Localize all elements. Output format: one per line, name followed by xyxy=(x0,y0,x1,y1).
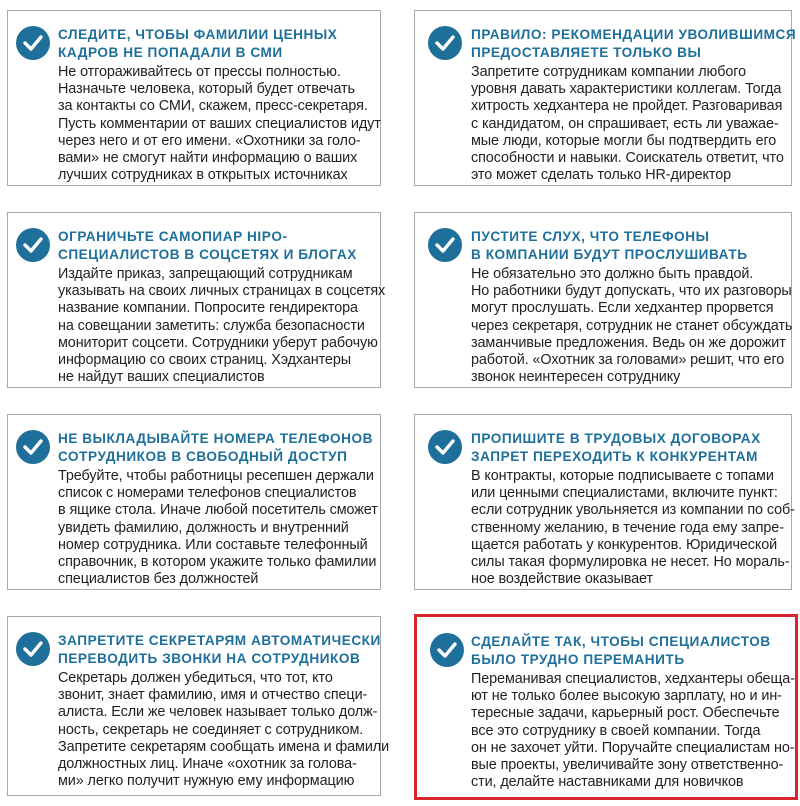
tip-title: СЛЕДИТЕ, ЧТОБЫ ФАМИЛИИ ЦЕННЫХ КАДРОВ НЕ ПОПАДАЛИ В СМИ xyxy=(58,27,338,60)
tip-card-phones xyxy=(414,212,792,388)
checkmark-icon xyxy=(16,26,50,60)
tip-title: ЗАПРЕТИТЕ СЕКРЕТАРЯМ АВТОМАТИЧЕСКИ ПЕРЕВОДИТЬ ЗВОНКИ НА СОТРУДНИКОВ xyxy=(58,633,381,666)
tip-body: Переманивая специалистов, хедхантеры обеща- ют не только более высокую зарплату, но и ин- тересные задачи, карьерный рост. Обеспечьте все это сотруднику в своей компании. Тогда он не захочет уйти. Поручайте специалистам но- вые проекты, увеличивайте зону ответственно- сти, делайте наставниками для новичков xyxy=(471,671,795,791)
checkmark-icon xyxy=(16,228,50,262)
tip-body: Запретите сотрудникам компании любого уровня давать характеристики коллегам. Тогда хитрость хедхантера не пройдет. Разговаривая с кандидатом, он спрашивает, есть ли уважае- мые люди, которые могли бы подтвердить его способности и навыки. Соискатель ответит, что это может сделать только HR-директор xyxy=(471,64,784,184)
tip-title: ОГРАНИЧЬТЕ САМОПИАР HIPO- СПЕЦИАЛИСТОВ В СОЦСЕТЯХ И БЛОГАХ xyxy=(58,229,357,262)
checkmark-icon xyxy=(16,632,50,666)
checkmark-icon xyxy=(428,26,462,60)
tip-title: НЕ ВЫКЛАДЫВАЙТЕ НОМЕРА ТЕЛЕФОНОВ СОТРУДНИКОВ В СВОБОДНЫЙ ДОСТУП xyxy=(58,431,374,464)
checkmark-icon xyxy=(428,430,462,464)
checkmark-icon xyxy=(428,228,462,262)
tip-body: В контракты, которые подписываете с топами или ценными специалистами, включите пункт: если сотрудник увольняется из компании по соб- ственному желанию, в течение года ему запре- щается работать у конкурентов. Юридической силы такая формулировка не несет. Но мораль- ное воздействие оказывает xyxy=(471,468,795,588)
tip-card-secretaries xyxy=(7,616,390,796)
tip-body: Не обязательно это должно быть правдой. Но работники будут допускать, что их разговоры могут прослушать. Если хедхантер прорвется через секретаря, сотрудник не станет обсуждать заманчивые предложения. Ведь он же дорожит работой. «Охотник за головами» решит, что его звонок неинтересен сотруднику xyxy=(471,266,793,386)
tip-body: Требуйте, чтобы работницы ресепшен держали список с номерами телефонов специалистов в ящике стола. Иначе любой посетитель сможет увидеть фамилию, должность и внутренний номер сотрудника. Или составьте телефонный справочник, в котором укажите только фамилии специалистов без должностей xyxy=(58,468,378,588)
tip-card-press xyxy=(7,10,381,186)
checkmark-icon xyxy=(430,633,464,667)
tip-title: СДЕЛАЙТЕ ТАК, ЧТОБЫ СПЕЦИАЛИСТОВ БЫЛО ТРУДНО ПЕРЕМАНИТЬ xyxy=(471,634,771,667)
tip-title: ПУСТИТЕ СЛУХ, ЧТО ТЕЛЕФОНЫ В КОМПАНИИ БУДУТ ПРОСЛУШИВАТЬ xyxy=(471,229,748,262)
tip-body: Не отгораживайтесь от прессы полностью. Назначьте человека, который будет отвечать за контакты со СМИ, скажем, пресс-секретаря. Пусть комментарии от ваших специалистов идут через него и от его имени. «Охотники за голо- вами» не смогут найти информацию о ваших лучших сотрудниках в открытых источниках xyxy=(58,64,381,184)
checkmark-icon xyxy=(16,430,50,464)
tip-body: Издайте приказ, запрещающий сотрудникам указывать на своих личных страницах в соцсетях название компании. Попросите гендиректора на совещании заметить: служба безопасности мониторит соцсети. Сотрудники уберут рабочую информацию со своих страниц. Хэдхантеры не найдут ваших специалистов xyxy=(58,266,386,386)
tip-card-phone-numbers xyxy=(7,414,381,590)
tip-title: ПРАВИЛО: РЕКОМЕНДАЦИИ УВОЛИВШИМСЯ ПРЕДОСТАВЛЯЕТЕ ТОЛЬКО ВЫ xyxy=(471,27,797,60)
tip-card-retention xyxy=(414,614,798,800)
tip-card-references xyxy=(414,10,797,186)
tip-card-contracts xyxy=(414,414,795,590)
tip-body: Секретарь должен убедиться, что тот, кто звонит, знает фамилию, имя и отчество специ- алиста. Если же человек называет только долж- ность, секретарь не соединяет с сотрудником. Запретите секретарям сообщать имена и фамили должностных лиц. Иначе «охотник за голова- ми» легко получит нужную ему информацию xyxy=(58,670,390,790)
tip-title: ПРОПИШИТЕ В ТРУДОВЫХ ДОГОВОРАХ ЗАПРЕТ ПЕРЕХОДИТЬ К КОНКУРЕНТАМ xyxy=(471,431,761,464)
tip-card-social-media xyxy=(7,212,386,388)
